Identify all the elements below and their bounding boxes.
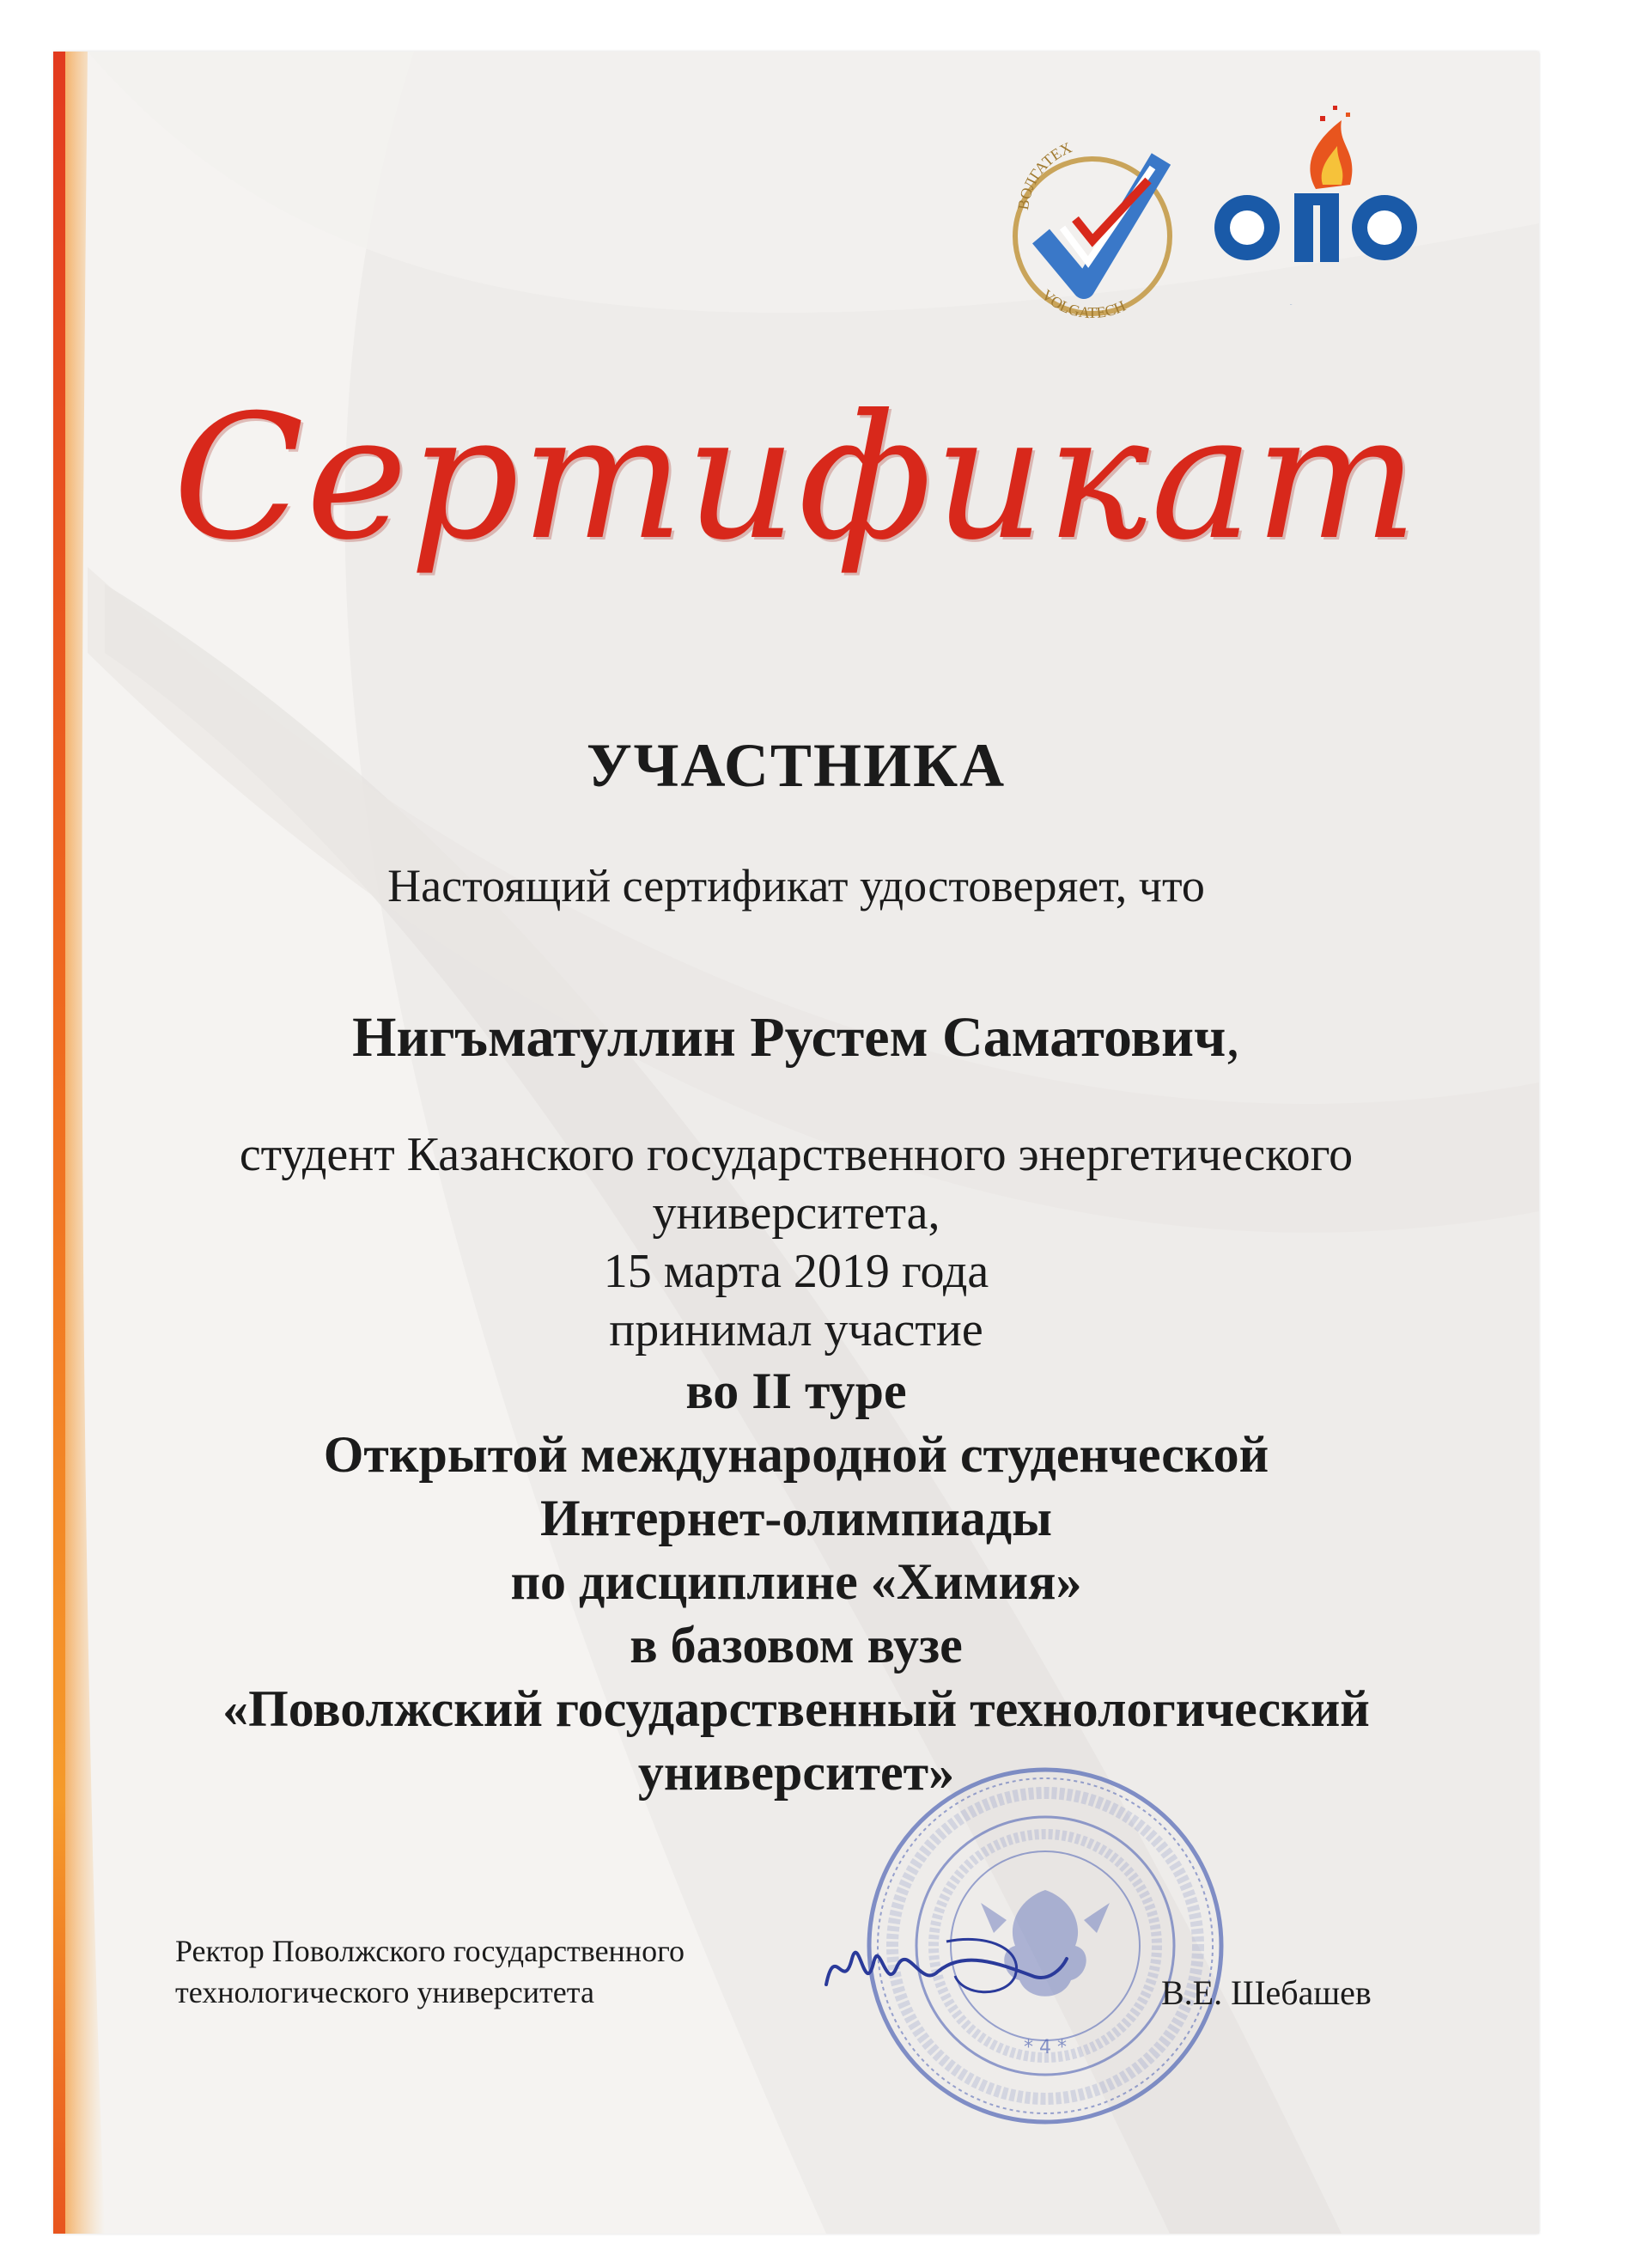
certificate-subtitle: УЧАСТНИКА — [586, 731, 1007, 800]
vuz-name-line-1: «Поволжский государственный технологический — [222, 1680, 1370, 1737]
certificate-sheet — [53, 52, 1539, 2234]
certificate-title: Сертификат — [173, 378, 1420, 578]
logos — [981, 99, 1462, 322]
vuz-name-line-2: университет» — [637, 1744, 955, 1801]
rector-title-line-2: технологического университета — [175, 1975, 594, 2009]
oio-text: ОИО — [1290, 305, 1293, 306]
volgatech-text-bottom: VOLGATECH — [1038, 286, 1129, 321]
volgatech-text-top: ВОЛГАТЕХ — [1013, 138, 1074, 211]
oio-logo — [1214, 106, 1417, 306]
recipient-name-line — [53, 1005, 1539, 1070]
student-line: студент Казанского государственного энергетического — [239, 1128, 1354, 1181]
recipient-name: Нигъматуллин Рустем Саматович — [352, 1006, 1226, 1069]
recipient-comma: , — [1226, 1006, 1240, 1069]
rector-signature — [818, 1916, 1075, 2010]
svg-text:* 4 *: * 4 * — [1024, 2037, 1067, 2058]
olympiad-line-2: Интернет-олимпиады — [539, 1490, 1052, 1546]
date-line: 15 марта 2019 года — [603, 1245, 989, 1298]
intro-text: Настоящий сертификат удостоверяет, что — [387, 860, 1205, 911]
volgatech-logo — [1014, 138, 1170, 321]
olympiad-line-1: Открытой международной студенческой — [323, 1426, 1269, 1483]
participated-line: принимал участие — [609, 1303, 983, 1357]
discipline-line: по дисциплине «Химия» — [510, 1553, 1082, 1610]
rector-title-line-1: Ректор Поволжского государственного — [175, 1934, 685, 1968]
rector-name: В.Е. Шебашев — [1161, 1973, 1372, 2012]
university-line: университета, — [652, 1186, 940, 1240]
base-vuz-line: в базовом вузе — [630, 1617, 963, 1674]
round-line: во II туре — [685, 1363, 907, 1419]
svg-text:ВОЛГАТЕХ — [1014, 138, 1074, 210]
